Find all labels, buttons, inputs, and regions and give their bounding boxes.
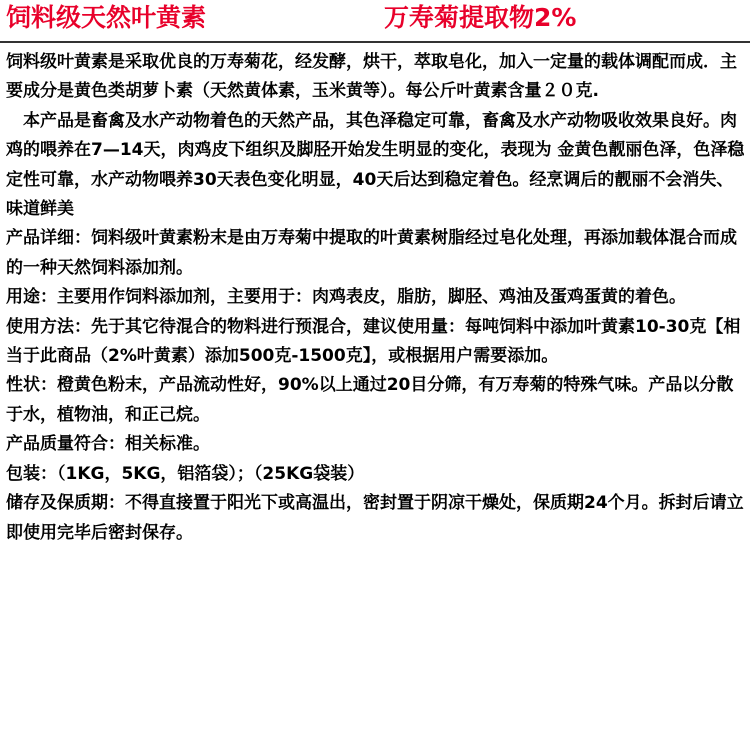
product-description bbox=[6, 48, 746, 548]
title-row bbox=[0, 0, 750, 40]
paragraph-usage: 用途：主要用作饲料添加剂，主要用于：肉鸡表皮，脂肪，脚胫、鸡油及蛋鸡蛋黄的着色。 bbox=[6, 287, 686, 308]
paragraph-intro: 饲料级叶黄素是采取优良的万寿菊花，经发酵，烘干，萃取皂化，加入一定量的载体调配而成．主要成分是黄色类胡萝卜素（天然黄体素，玉米黄等）。每公斤叶黄素含量２０克. bbox=[6, 52, 737, 102]
paragraph-quality: 产品质量符合：相关标准。 bbox=[6, 434, 210, 455]
product-title: 饲料级天然叶黄素 bbox=[6, 3, 207, 32]
paragraph-storage: 储存及保质期：不得直接置于阳光下或高温出，密封置于阴凉干燥处，保质期24个月。拆封后请立即使用完毕后密封保存。 bbox=[6, 493, 744, 543]
paragraph-method: 使用方法：先于其它待混合的物料进行预混合，建议使用量：每吨饲料中添加叶黄素10-30克【相当于此商品（2%叶黄素）添加500克-1500克】，或根据用户需要添加。 bbox=[6, 316, 741, 367]
title-divider bbox=[0, 41, 750, 43]
paragraph-benefits: 本产品是畜禽及水产动物着色的天然产品，其色泽稳定可靠，畜禽及水产动物吸收效果良好。肉鸡的喂养在7—14天，肉鸡皮下组织及脚胫开始发生明显的变化，表现为 金黄色靓丽色泽，色泽稳定性可靠，水产动物喂养30天表色变化明显，40天后达到稳定着色。经烹调后的靓丽不会消失、味道鲜美 bbox=[6, 110, 745, 220]
product-subtitle: 万寿菊提取物2% bbox=[384, 3, 577, 32]
paragraph-details: 产品详细：饲料级叶黄素粉末是由万寿菊中提取的叶黄素树脂经过皂化处理，再添加载体混合而成的一种天然饲料添加剂。 bbox=[6, 228, 737, 278]
paragraph-properties: 性状：橙黄色粉末，产品流动性好，90%以上通过20目分筛，有万寿菊的特殊气味。产品以分散于水，植物油，和正己烷。 bbox=[6, 375, 734, 425]
paragraph-packaging: 包装：（1KG，5KG，铝箔袋）；（25KG袋装） bbox=[6, 463, 365, 484]
